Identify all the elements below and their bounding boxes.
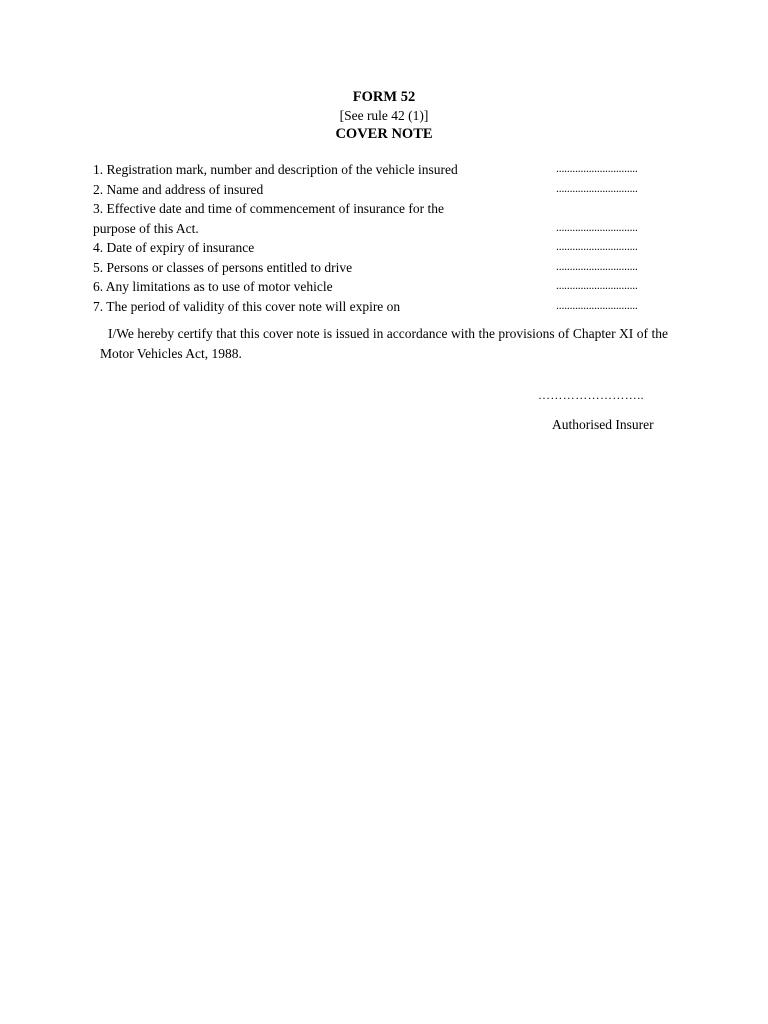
form-header: [0, 88, 768, 144]
fill-in-blank: ..............................: [556, 241, 638, 253]
fill-in-blank: ..............................: [556, 221, 638, 234]
form-item-label: 1. Registration mark, number and description of the vehicle insured: [93, 162, 458, 177]
form-item-label-line2: purpose of this Act.: [93, 220, 199, 236]
fill-in-blank: ..............................: [556, 299, 638, 312]
form-item-insured-name: [93, 180, 678, 200]
fill-in-blank: ..............................: [556, 280, 638, 292]
fill-in-blank: ..............................: [556, 182, 638, 195]
signature-line: ……………………..: [538, 388, 644, 402]
form-item-validity: [93, 297, 678, 317]
form-item-label: 6. Any limitations as to use of motor vehicle: [93, 279, 333, 294]
fill-in-blank: ..............................: [556, 260, 638, 273]
form-item-label: 7. The period of validity of this cover note will expire on: [93, 298, 401, 314]
form-item-registration: [93, 160, 678, 180]
rule-reference: [See rule 42 (1)]: [339, 108, 429, 123]
fill-in-blank: ..............................: [556, 163, 638, 175]
form-number: FORM 52: [352, 89, 416, 105]
form-item-drivers: [93, 258, 678, 278]
form-item-limitations: [93, 277, 678, 297]
form-item-label: 5. Persons or classes of persons entitled to drive: [93, 259, 353, 275]
form-item-expiry-date: [93, 238, 678, 258]
form-item-label: 4. Date of expiry of insurance: [93, 240, 255, 255]
form-item-effective-date: [93, 199, 678, 238]
form-item-label: [93, 199, 444, 238]
form-items-list: [93, 160, 678, 316]
document-title: COVER NOTE: [335, 126, 433, 142]
signature-caption: Authorised Insurer: [552, 417, 654, 432]
form-item-label: 2. Name and address of insured: [93, 181, 264, 197]
certification-statement: I/We hereby certify that this cover note is issued in accordance with the provisions of Chapter XI of the Motor Vehicles Act, 1988.: [100, 326, 668, 361]
form-item-label-line1: 3. Effective date and time of commencement of insurance for the: [93, 201, 444, 216]
